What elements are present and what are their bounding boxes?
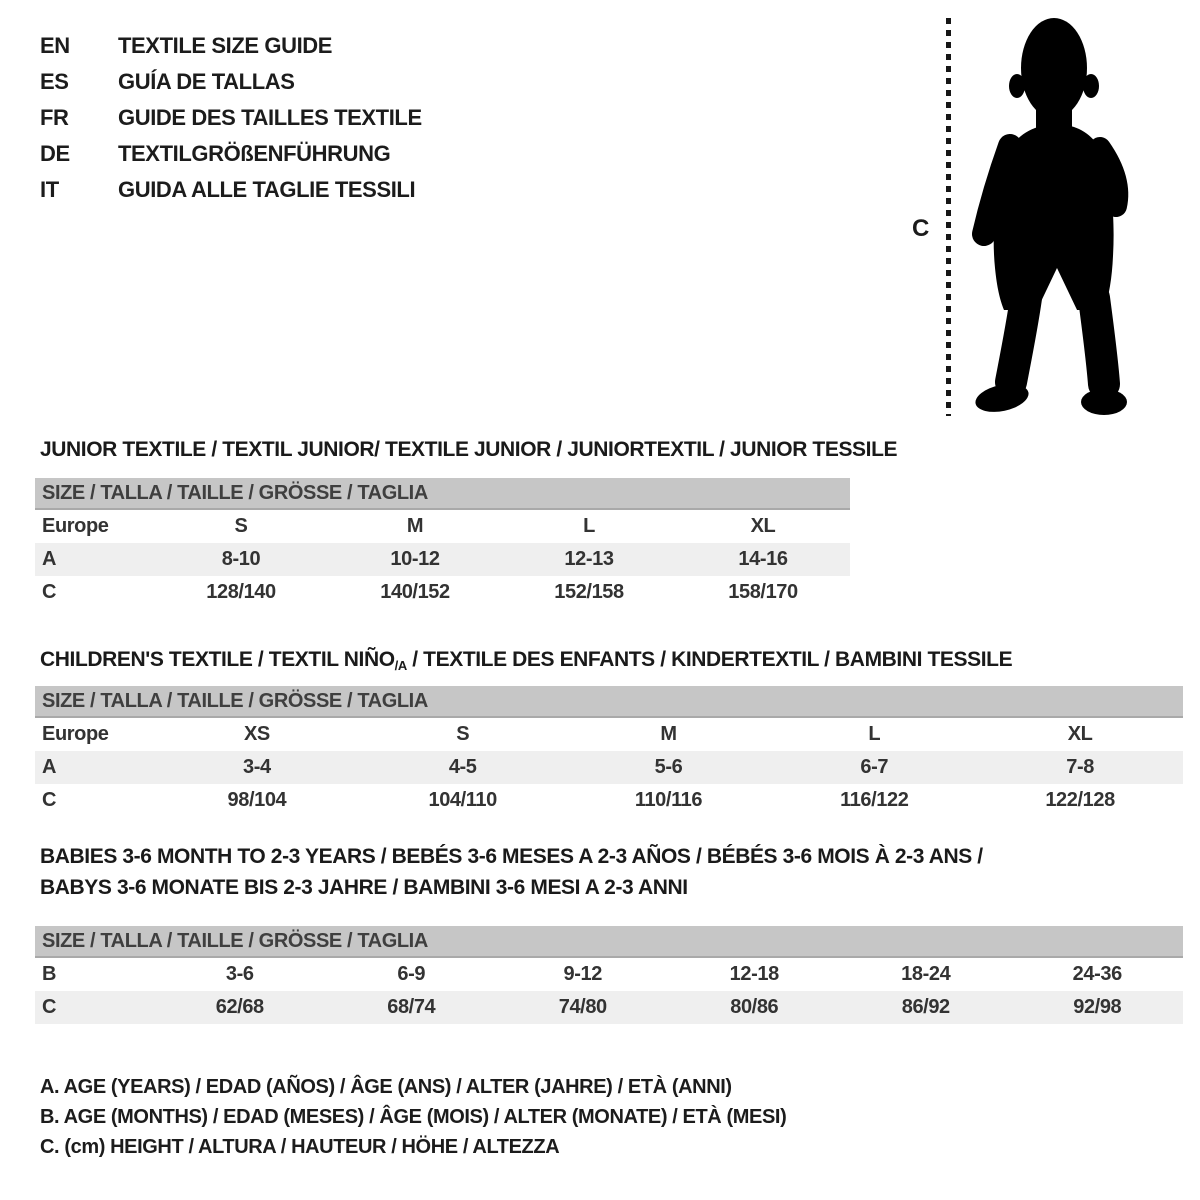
table-row-height: [35, 991, 1183, 1024]
height-measure-dashed-line: [946, 18, 951, 416]
size-header-bar: SIZE / TALLA / TAILLE / GRÖSSE / TAGLIA: [35, 686, 1183, 718]
height-figure: [900, 12, 1190, 424]
size-cell: L: [583, 515, 595, 537]
table-row-age: [35, 543, 850, 576]
language-row-es: [40, 64, 422, 100]
height-cell: 80/86: [730, 996, 779, 1018]
size-cell: S: [456, 723, 470, 745]
size-header-bar: SIZE / TALLA / TAILLE / GRÖSSE / TAGLIA: [35, 926, 1183, 958]
age-cell: 7-8: [1066, 756, 1094, 778]
table-row-age-months: [35, 958, 1183, 991]
language-row-en: [40, 28, 422, 64]
height-cell: 104/110: [428, 789, 497, 811]
language-code: IT: [40, 177, 59, 202]
row-label: Europe: [42, 515, 109, 537]
language-code: FR: [40, 105, 69, 130]
age-cell: 12-18: [729, 963, 779, 985]
guide-title-it: GUIDA ALLE TAGLIE TESSILI: [118, 177, 416, 202]
age-cell: 9-12: [563, 963, 602, 985]
size-cell: L: [868, 723, 881, 745]
legend-item-c: C. (cm) HEIGHT / ALTURA / HAUTEUR / HÖHE / ALTEZZA: [40, 1136, 560, 1158]
size-cell: XL: [750, 515, 776, 537]
age-cell: 18-24: [901, 963, 951, 985]
junior-section-heading: JUNIOR TEXTILE / TEXTIL JUNIOR/ TEXTILE JUNIOR / JUNIORTEXTIL / JUNIOR TESSILE: [40, 438, 898, 461]
language-row-fr: [40, 100, 422, 136]
table-row-age: [35, 751, 1183, 784]
height-cell: 98/104: [227, 789, 287, 811]
age-cell: 5-6: [654, 756, 683, 778]
row-label: C: [42, 581, 57, 603]
language-list: [40, 28, 422, 208]
guide-title-es: GUÍA DE TALLAS: [118, 69, 295, 94]
age-cell: 8-10: [221, 548, 261, 570]
height-cell: 86/92: [901, 996, 950, 1018]
children-size-table: [35, 686, 1183, 817]
table-row-europe: [35, 510, 850, 543]
age-cell: 6-9: [397, 963, 426, 985]
size-header-bar: SIZE / TALLA / TAILLE / GRÖSSE / TAGLIA: [35, 478, 850, 510]
size-cell: XS: [243, 723, 270, 745]
age-cell: 4-5: [448, 756, 477, 778]
row-label: Europe: [42, 723, 109, 745]
row-label: A: [42, 756, 57, 778]
babies-section-heading: [40, 841, 983, 903]
height-cell: 68/74: [387, 996, 436, 1018]
height-cell: 122/128: [1045, 789, 1115, 811]
row-label: C: [42, 996, 57, 1018]
table-row-height: [35, 784, 1183, 817]
guide-title-en: TEXTILE SIZE GUIDE: [118, 33, 333, 58]
toddler-silhouette-icon: [964, 16, 1136, 416]
height-cell: 92/98: [1073, 996, 1122, 1018]
age-cell: 3-4: [243, 756, 271, 778]
language-row-it: [40, 172, 422, 208]
height-cell: 74/80: [558, 996, 607, 1018]
height-measure-label: C: [912, 215, 929, 242]
language-code: DE: [40, 141, 70, 166]
row-label: A: [42, 548, 57, 570]
size-cell: S: [234, 515, 248, 537]
age-cell: 14-16: [738, 548, 788, 570]
height-cell: 140/152: [380, 581, 450, 603]
children-heading-sub: /A: [394, 658, 407, 673]
age-cell: 3-6: [225, 963, 254, 985]
size-cell: M: [406, 515, 424, 537]
height-cell: 152/158: [554, 581, 624, 603]
babies-heading-line1: BABIES 3-6 MONTH TO 2-3 YEARS / BEBÉS 3-6 MESES A 2-3 AÑOS / BÉBÉS 3-6 MOIS À 2-3 ANS /: [40, 845, 983, 868]
babies-size-table: [35, 926, 1183, 1024]
legend-item-b: B. AGE (MONTHS) / EDAD (MESES) / ÂGE (MOIS) / ALTER (MONATE) / ETÀ (MESI): [40, 1106, 787, 1128]
legend: [40, 1072, 786, 1162]
height-cell: 62/68: [215, 996, 264, 1018]
size-cell: XL: [1067, 723, 1093, 745]
age-cell: 10-12: [390, 548, 440, 570]
height-cell: 158/170: [728, 581, 798, 603]
children-section-heading: [40, 644, 1012, 681]
babies-heading-line2: BABYS 3-6 MONATE BIS 2-3 JAHRE / BAMBINI 3-6 MESI A 2-3 ANNI: [40, 876, 688, 899]
age-cell: 12-13: [564, 548, 614, 570]
row-label: C: [42, 789, 57, 811]
height-cell: 116/122: [840, 789, 909, 811]
age-cell: 24-36: [1072, 963, 1122, 985]
children-heading-main: CHILDREN'S TEXTILE / TEXTIL NIÑO: [40, 648, 395, 671]
guide-title-fr: GUIDE DES TAILLES TEXTILE: [118, 105, 422, 130]
row-label: B: [42, 963, 57, 985]
language-code: ES: [40, 69, 69, 94]
height-cell: 110/116: [634, 789, 703, 811]
language-row-de: [40, 136, 422, 172]
junior-size-table: [35, 478, 850, 609]
legend-item-a: A. AGE (YEARS) / EDAD (AÑOS) / ÂGE (ANS) / ALTER (JAHRE) / ETÀ (ANNI): [40, 1076, 732, 1098]
size-cell: M: [660, 723, 677, 745]
table-row-europe: [35, 718, 1183, 751]
age-cell: 6-7: [860, 756, 889, 778]
children-heading-rest: / TEXTILE DES ENFANTS / KINDERTEXTIL / BAMBINI TESSILE: [406, 648, 1013, 671]
height-cell: 128/140: [206, 581, 276, 603]
guide-title-de: TEXTILGRÖßENFÜHRUNG: [118, 141, 391, 166]
language-code: EN: [40, 33, 70, 58]
table-row-height: [35, 576, 850, 609]
